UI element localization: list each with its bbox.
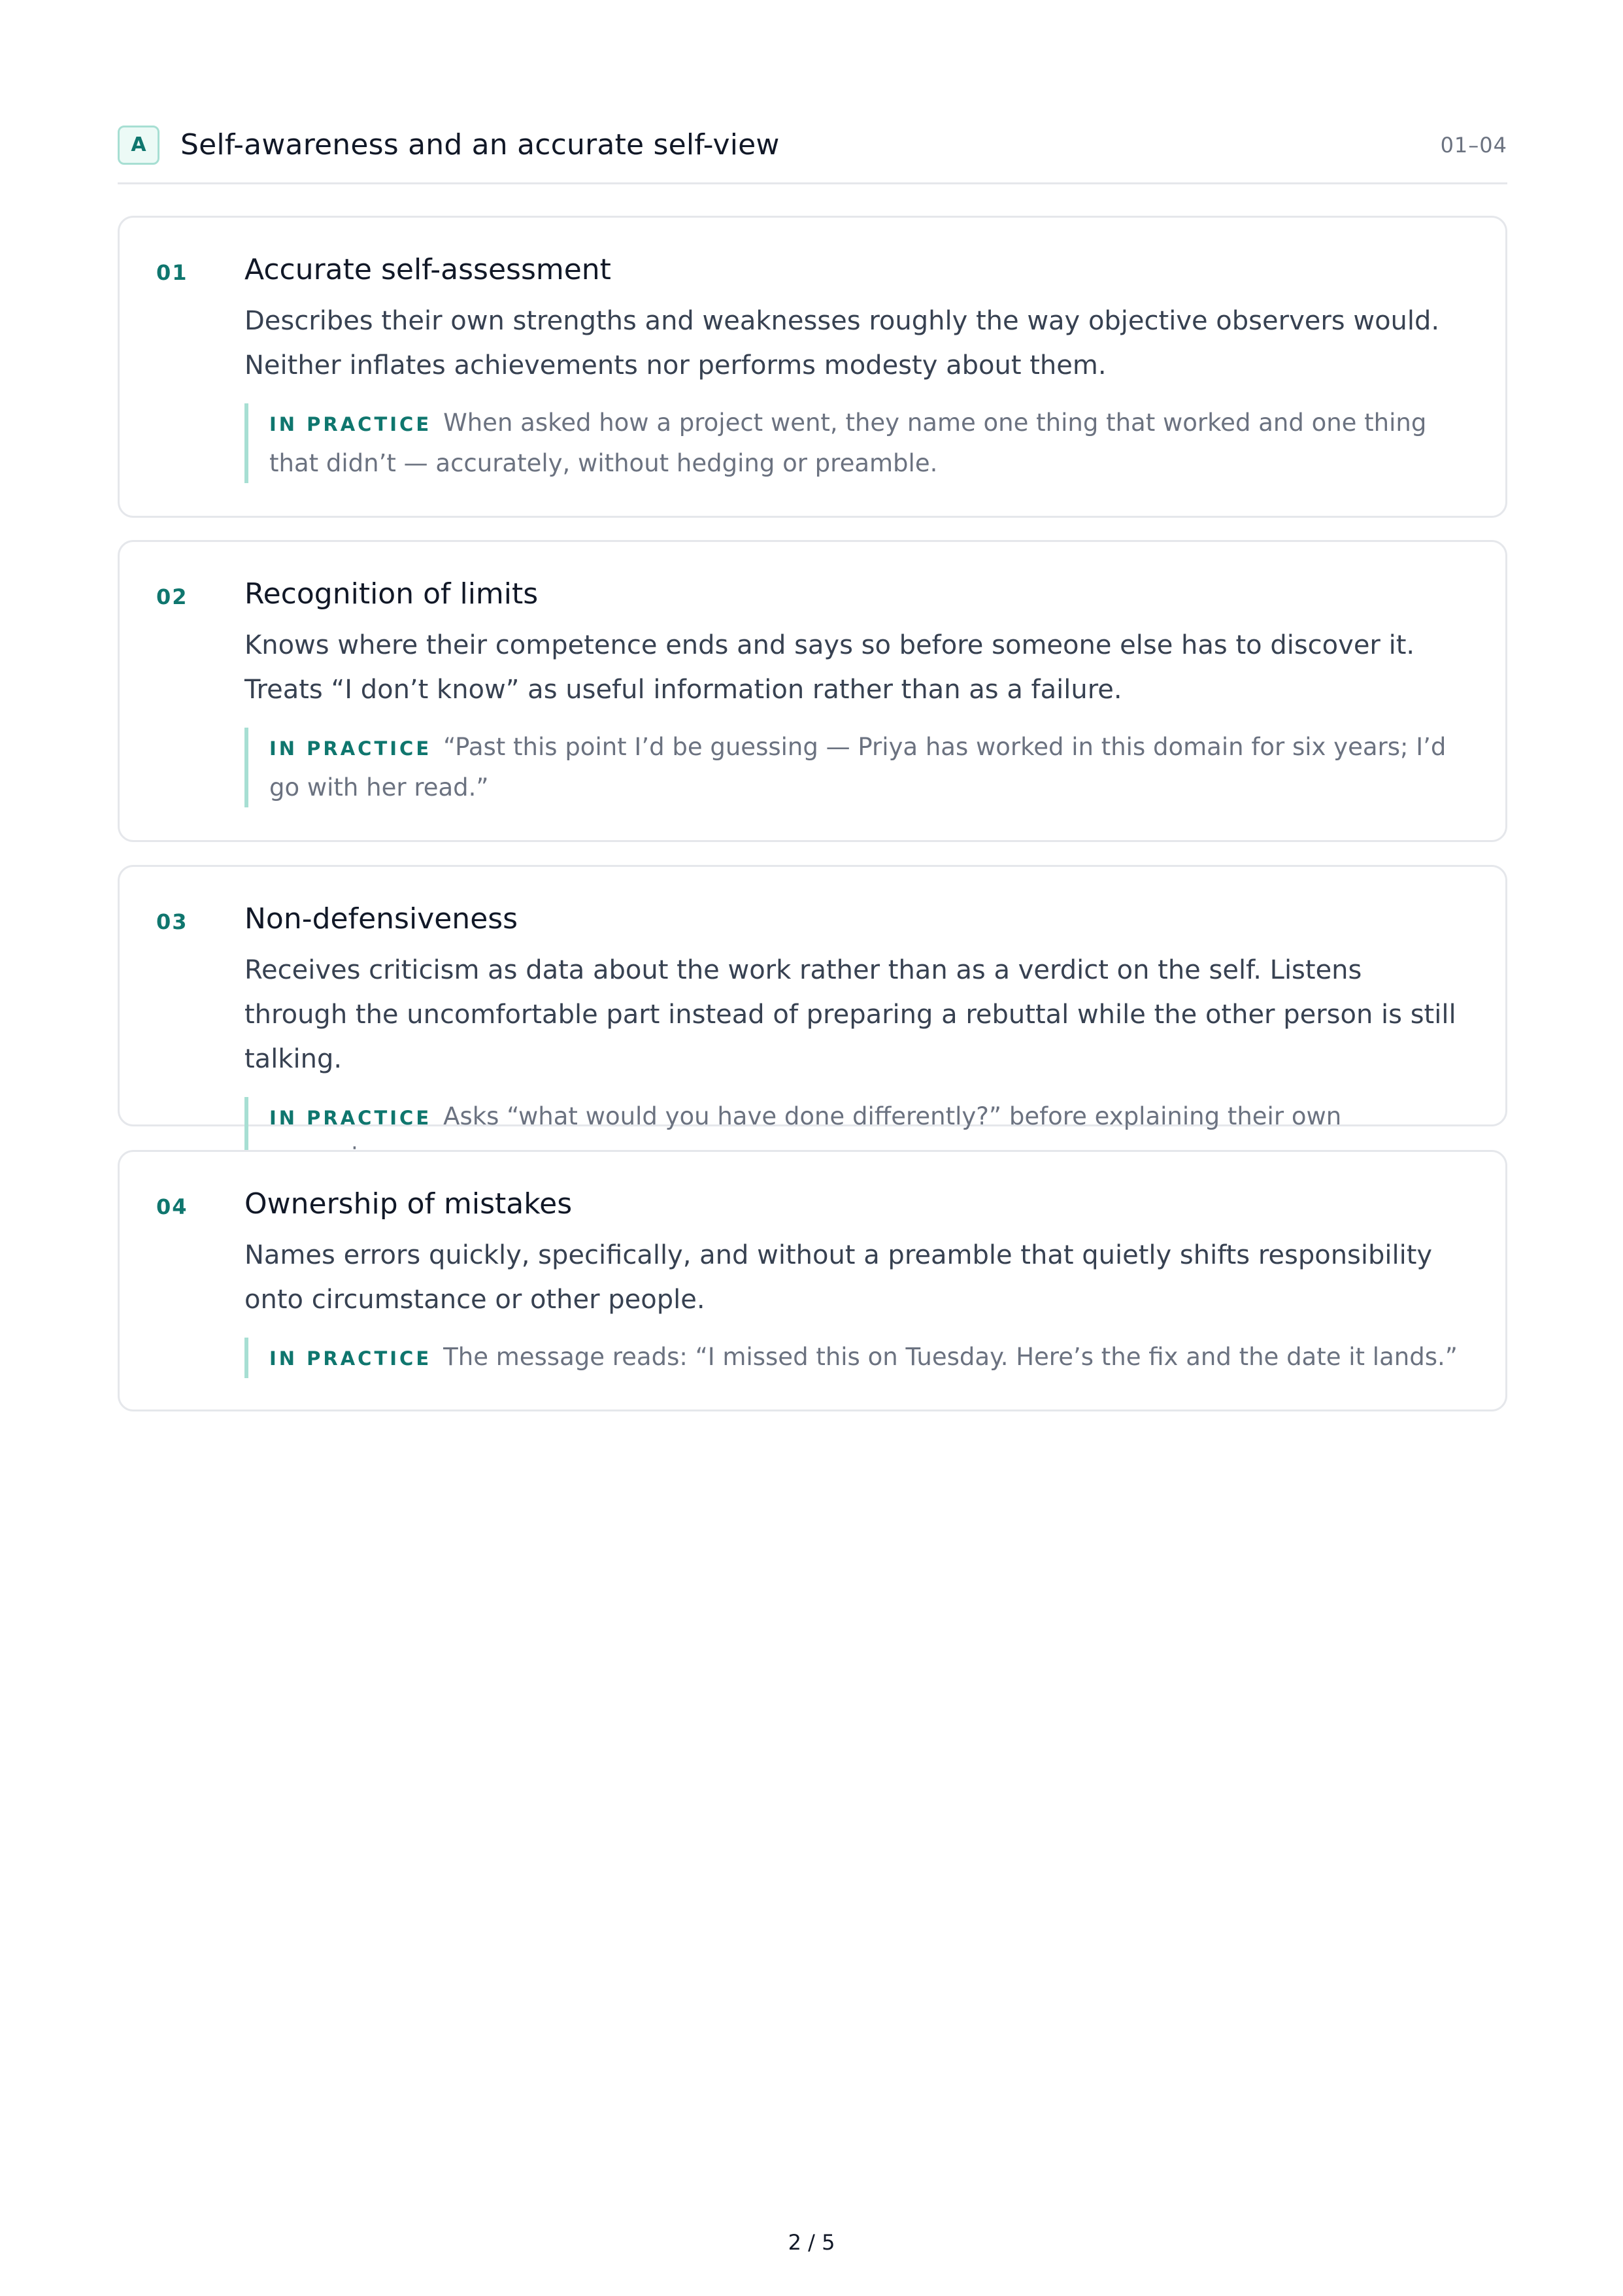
section-badge: A (118, 126, 159, 165)
card-body (244, 898, 1466, 1177)
practice-label: IN PRACTICE (269, 1107, 432, 1129)
card-item-04 (118, 1150, 1507, 1411)
practice-label: IN PRACTICE (269, 413, 432, 435)
card-body (244, 249, 1466, 483)
item-title: Recognition of limits (244, 577, 539, 611)
item-title: Ownership of mistakes (244, 1187, 573, 1221)
practice-note (244, 728, 1466, 807)
practice-text: When asked how a project went, they name one thing that worked and one thing that didn’t — accurately, without hedging or preamble. (269, 409, 1427, 477)
item-description: Names errors quickly, specifically, and without a preamble that quietly shifts responsibility onto circumstance or other people. (244, 1240, 1433, 1315)
item-title: Accurate self-assessment (244, 253, 611, 286)
item-number: 02 (156, 584, 188, 609)
section-title: Self-awareness and an accurate self-view (180, 128, 780, 161)
practice-text: Asks “what would you have done differently?” before explaining their own (443, 1102, 1342, 1130)
practice-label: IN PRACTICE (269, 737, 432, 760)
card-item-02 (118, 540, 1507, 842)
card-body (244, 1183, 1466, 1378)
item-number: 03 (156, 909, 188, 934)
practice-text: “Past this point I’d be guessing — Priya has worked in this domain for six years; I’d go with her read.” (269, 733, 1447, 802)
card-item-03 (118, 865, 1507, 1130)
practice-note (244, 403, 1466, 483)
item-number: 04 (156, 1194, 188, 1219)
card-item-01 (118, 216, 1507, 518)
item-description: Receives criticism as data about the work rather than as a verdict on the self. Listens through the uncomfortable part instead of preparing a rebuttal while the other person is still talking. (244, 955, 1456, 1074)
item-title: Non-defensiveness (244, 902, 518, 936)
item-description: Knows where their competence ends and says so before someone else has to discover it. Treats “I don’t know” as useful information rather than as a failure. (244, 630, 1415, 705)
item-number: 01 (156, 260, 188, 285)
page-number: 2 / 5 (788, 2230, 835, 2255)
section-range: 01–04 (1440, 133, 1507, 158)
item-description: Describes their own strengths and weaknesses roughly the way objective observers would. Neither inflates achievements nor performs modesty about them. (244, 306, 1440, 380)
section-header (118, 123, 1507, 184)
card-body (244, 573, 1466, 807)
practice-note (244, 1338, 1466, 1378)
practice-label: IN PRACTICE (269, 1347, 432, 1370)
practice-text: The message reads: “I missed this on Tuesday. Here’s the fix and the date it lands.” (443, 1343, 1458, 1371)
